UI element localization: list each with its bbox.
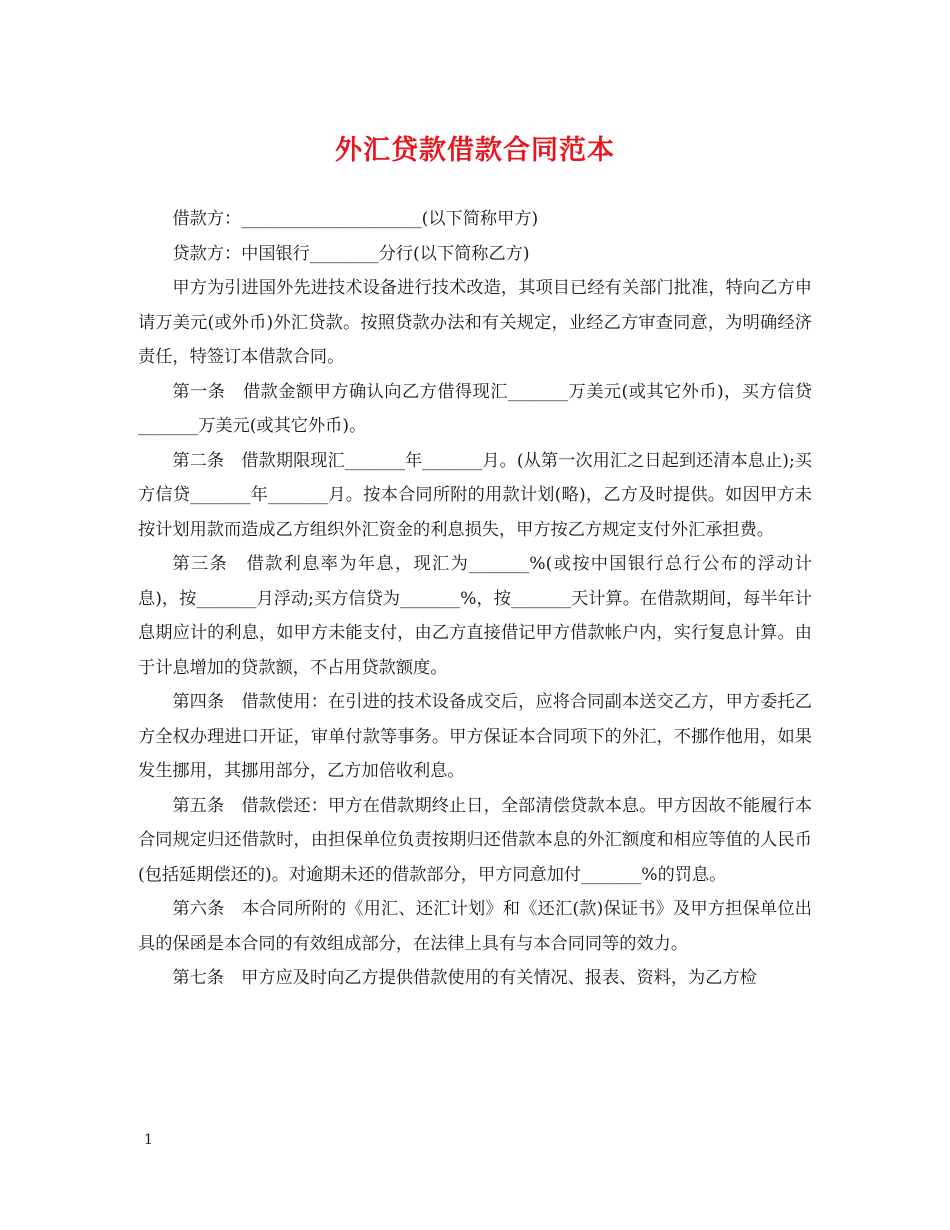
preamble-paragraph: 甲方为引进国外先进技术设备进行技术改造，其项目已经有关部门批准，特向乙方申请万美元(或外币)外汇贷款。按照贷款办法和有关规定，业经乙方审查同意，为明确经济责任，特签订本借款合同。 <box>138 278 812 367</box>
article-1-paragraph: 第一条 借款金额甲方确认向乙方借得现汇_______万美元(或其它外币)，买方信贷_______万美元(或其它外币)。 <box>138 381 812 436</box>
article-6-paragraph: 第六条 本合同所附的《用汇、还汇计划》和《还汇(款)保证书》及甲方担保单位出具的保函是本合同的有效组成部分，在法律上具有与本合同同等的效力。 <box>138 899 812 954</box>
document-title: 外汇贷款借款合同范本 <box>335 135 615 166</box>
article-3-paragraph: 第三条 借款利息率为年息，现汇为_______%(或按中国银行总行公布的浮动计息)，按_______月浮动;买方信贷为_______%，按_______天计算。在借款期间，每半年计息期应计的利息，如甲方未能支付，由乙方直接借记甲方借款帐户内，实行复息计算。由于计息增加的贷款额，不占用贷款额度。 <box>138 554 812 678</box>
article-2-paragraph: 第二条 借款期限现汇_______年_______月。(从第一次用汇之日起到还清本息止);买方信贷_______年_______月。按本合同所附的用款计划(略)，乙方及时提供。如因甲方未按计划用款而造成乙方组织外汇资金的利息损失，甲方按乙方规定支付外汇承担费。 <box>138 450 812 540</box>
article-4-paragraph: 第四条 借款使用：在引进的技术设备成交后，应将合同副本送交乙方，甲方委托乙方全权办理进口开证，审单付款等事务。甲方保证本合同项下的外汇，不挪作他用，如果发生挪用，其挪用部分，乙方加倍收利息。 <box>138 692 812 781</box>
document-body <box>138 202 812 996</box>
lender-line: 贷款方：中国银行________分行(以下简称乙方) <box>172 243 530 264</box>
borrower-line: 借款方：_____________________(以下简称甲方) <box>172 209 539 229</box>
article-7-paragraph: 第七条 甲方应及时向乙方提供借款使用的有关情况、报表、资料，为乙方检 <box>172 968 757 988</box>
article-5-paragraph: 第五条 借款偿还：甲方在借款期终止日，全部清偿贷款本息。甲方因故不能履行本合同规定归还借款时，由担保单位负责按期归还借款本息的外汇额度和相应等值的人民币(包括延期偿还的)。对逾期未还的借款部分，甲方同意加付_______%的罚息。 <box>138 795 812 885</box>
page-number: 1 <box>144 1132 153 1148</box>
